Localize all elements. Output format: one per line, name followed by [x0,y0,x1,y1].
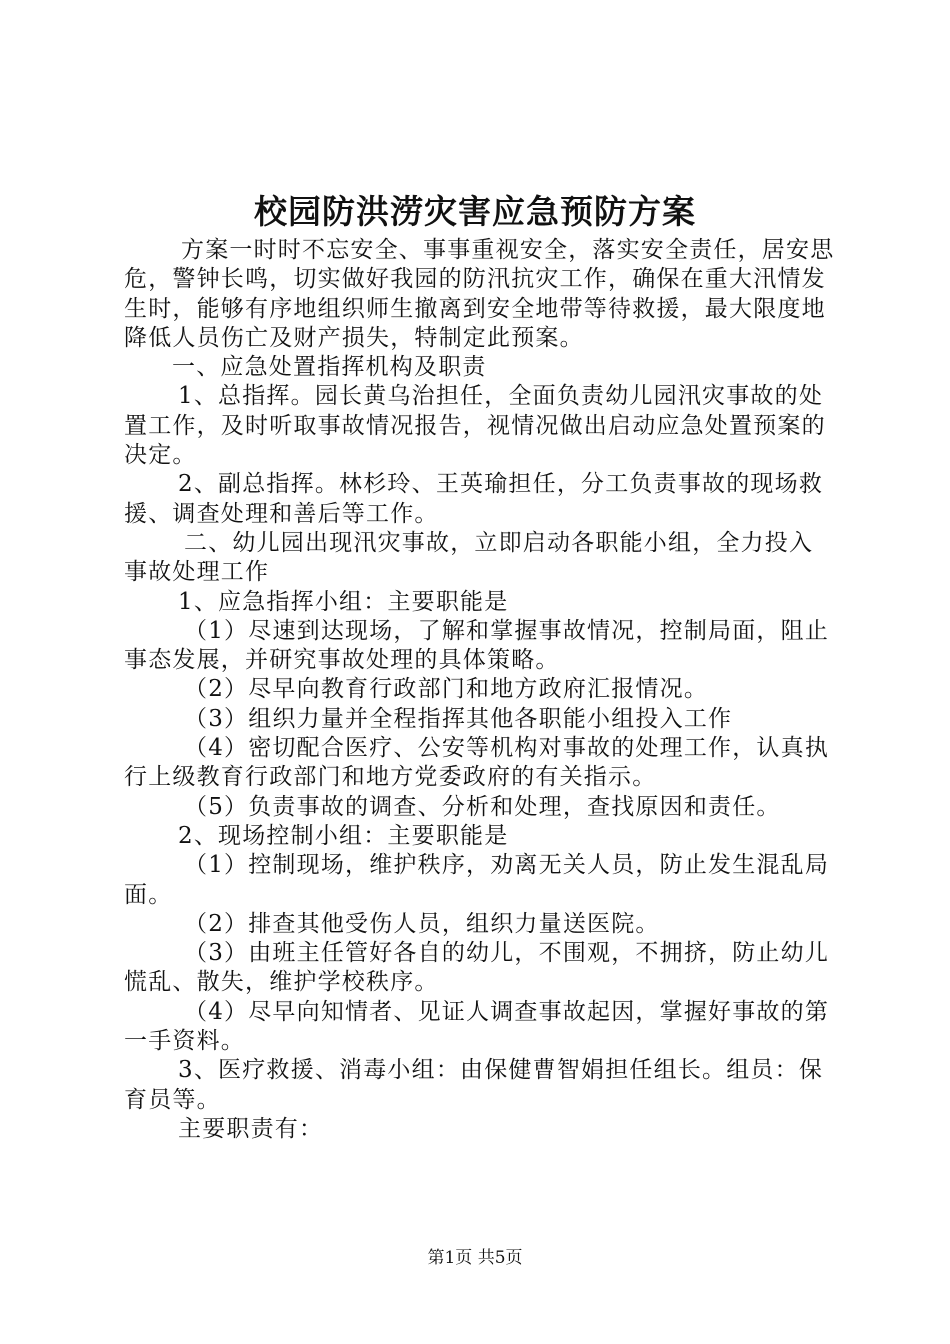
group-emergency-command: 1、应急指挥小组：主要职能是 [178,588,509,615]
duty-item: （4）密切配合医疗、公安等机构对事故的处理工作，认真执行上级教育行政部门和地方党委政府的有关指示。 [124,735,830,791]
page-number: 第1页 共5页 [427,1248,523,1268]
duty-item: （2）尽早向教育行政部门和地方政府汇报情况。 [184,676,709,703]
duty-item: （3）由班主任管好各自的幼儿，不围观，不拥挤，防止幼儿慌乱、散失，维护学校秩序。 [124,940,830,996]
group-site-control: 2、现场控制小组：主要职能是 [178,822,509,849]
duty-item: （4）尽早向知情者、见证人调查事故起因，掌握好事故的第一手资料。 [124,998,830,1055]
document-title: 校园防洪涝灾害应急预防方案 [254,192,696,231]
duty-item: （1）控制现场，维护秩序，劝离无关人员，防止发生混乱局面。 [124,852,830,908]
item-commander: 1、总指挥。园长黄乌治担任，全面负责幼儿园汛灾事故的处置工作，及时听取事故情况报告，视情况做出启动应急处置预案的决定。 [124,383,826,469]
intro-paragraph: 方案一时时不忘安全、事事重视安全，落实安全责任，居安思危，警钟长鸣，切实做好我园的防汛抗灾工作，确保在重大汛情发生时，能够有序地组织师生撤离到安全地带等待救援，最大限度地降低人员伤亡及财产损失，特制定此预案。 [124,237,835,351]
item-deputy-commander: 2、副总指挥。林杉玲、王英瑜担任，分工负责事故的现场救援、调查处理和善后等工作。 [124,471,824,527]
duty-item: （2）排查其他受伤人员，组织力量送医院。 [184,910,660,937]
duty-item: （3）组织力量并全程指挥其他各职能小组投入工作 [184,705,733,732]
group-medical-rescue: 3、医疗救援、消毒小组：由保健曹智娟担任组长。组员：保育员等。 [124,1057,824,1113]
section-heading-1: 一、应急处置指挥机构及职责 [172,354,487,381]
main-duties-label: 主要职责有： [178,1115,324,1142]
document-body [124,236,836,1144]
duty-item: （1）尽速到达现场，了解和掌握事故情况，控制局面，阻止事态发展，并研究事故处理的具体策略。 [124,617,830,674]
duty-item: （5）负责事故的调查、分析和处理，查找原因和责任。 [184,793,781,820]
section-heading-2: 二、幼儿园出现汛灾事故，立即启动各职能小组，全力投入事故处理工作 [124,529,814,586]
